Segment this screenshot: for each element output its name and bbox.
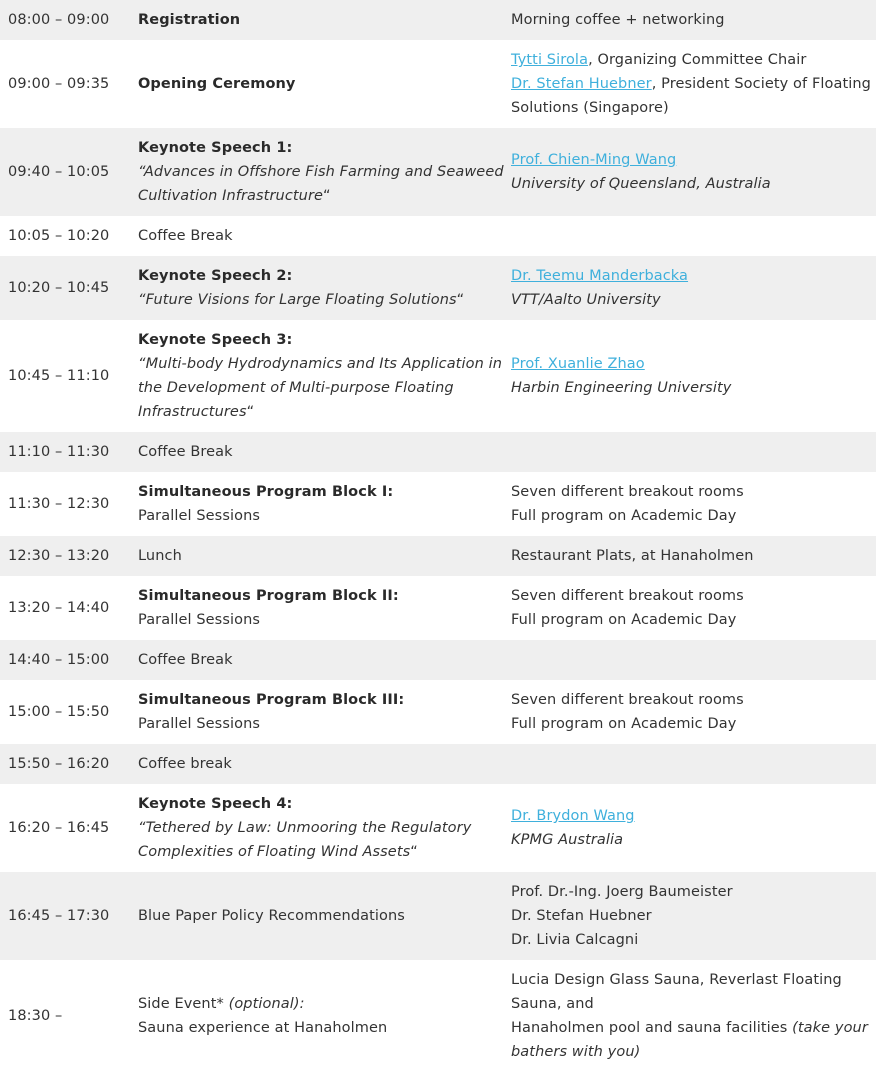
speaker-link[interactable]: Dr. Stefan Huebner	[511, 76, 652, 92]
detail-affiliation: University of Queensland, Australia	[511, 176, 771, 192]
details-cell	[511, 256, 876, 320]
details-cell	[511, 960, 876, 1072]
details-cell	[511, 536, 876, 576]
time-cell: 10:45 – 11:10	[8, 368, 110, 384]
event-cell	[138, 960, 511, 1072]
details-cell	[511, 640, 876, 680]
time-cell: 15:50 – 16:20	[8, 756, 110, 772]
time-cell: 10:05 – 10:20	[8, 228, 110, 244]
event-cell	[138, 744, 511, 784]
talk-title-text: “Future Visions for Large Floating Solutions	[138, 292, 457, 308]
detail-affiliation: Harbin Engineering University	[511, 380, 732, 396]
event-title	[138, 992, 511, 1016]
schedule-row	[0, 872, 876, 960]
time-cell: 15:00 – 15:50	[8, 704, 110, 720]
schedule-row	[0, 472, 876, 536]
schedule-row	[0, 680, 876, 744]
detail-text: , President Society of Floating Solutions (Singapore)	[511, 76, 871, 116]
talk-title-closing-quote: “	[456, 292, 465, 308]
detail-text: Seven different breakout rooms	[511, 484, 744, 500]
event-talk-title	[138, 816, 511, 864]
schedule-row	[0, 256, 876, 320]
event-title: Registration	[138, 12, 241, 28]
detail-line	[511, 288, 872, 312]
event-cell	[138, 872, 511, 960]
time-cell: 12:30 – 13:20	[8, 548, 110, 564]
event-title: Simultaneous Program Block III:	[138, 692, 405, 708]
time-cell: 11:10 – 11:30	[8, 444, 110, 460]
time-cell: 13:20 – 14:40	[8, 600, 110, 616]
detail-line	[511, 544, 872, 568]
time-cell: 10:20 – 10:45	[8, 280, 110, 296]
event-cell	[138, 576, 511, 640]
event-description: Coffee break	[138, 756, 232, 772]
detail-line	[511, 376, 872, 400]
event-cell	[138, 320, 511, 432]
detail-text: Full program on Academic Day	[511, 716, 737, 732]
schedule-row	[0, 576, 876, 640]
details-cell	[511, 216, 876, 256]
event-cell	[138, 640, 511, 680]
detail-text: , Organizing Committee Chair	[588, 52, 807, 68]
event-cell	[138, 216, 511, 256]
time-cell: 09:00 – 09:35	[8, 76, 110, 92]
detail-line	[511, 688, 872, 712]
event-cell	[138, 784, 511, 872]
event-description: Parallel Sessions	[138, 612, 261, 628]
detail-text: Full program on Academic Day	[511, 508, 737, 524]
schedule-row	[0, 320, 876, 432]
speaker-link[interactable]: Prof. Xuanlie Zhao	[511, 356, 645, 372]
detail-text: Seven different breakout rooms	[511, 588, 744, 604]
detail-text: Full program on Academic Day	[511, 612, 737, 628]
detail-line	[511, 504, 872, 528]
speaker-link[interactable]: Prof. Chien-Ming Wang	[511, 152, 677, 168]
time-cell: 09:40 – 10:05	[8, 164, 110, 180]
schedule-row	[0, 640, 876, 680]
event-description: Coffee Break	[138, 228, 233, 244]
details-cell	[511, 784, 876, 872]
detail-line	[511, 904, 872, 928]
detail-affiliation: VTT/Aalto University	[511, 292, 661, 308]
details-cell	[511, 128, 876, 216]
event-title: Opening Ceremony	[138, 76, 296, 92]
time-cell: 08:00 – 09:00	[8, 12, 110, 28]
event-talk-title	[138, 352, 511, 424]
detail-text: Lucia Design Glass Sauna, Reverlast Floating Sauna, and	[511, 972, 842, 1012]
detail-affiliation: KPMG Australia	[511, 832, 624, 848]
talk-title-closing-quote: “	[410, 844, 418, 860]
event-description: Parallel Sessions	[138, 508, 261, 524]
detail-line	[511, 608, 872, 632]
schedule-row	[0, 0, 876, 40]
time-cell: 18:30 –	[8, 1008, 63, 1024]
event-talk-title	[138, 160, 511, 208]
detail-line	[511, 828, 872, 852]
schedule-row	[0, 432, 876, 472]
event-description: Blue Paper Policy Recommendations	[138, 908, 405, 924]
detail-text: Hanaholmen pool and sauna facilities	[511, 1020, 793, 1036]
schedule-row	[0, 744, 876, 784]
event-optional-note: (optional):	[228, 996, 305, 1012]
schedule-row	[0, 960, 876, 1072]
event-cell	[138, 0, 511, 40]
detail-text: Dr. Livia Calcagni	[511, 932, 639, 948]
detail-line	[511, 880, 872, 904]
detail-line	[511, 8, 872, 32]
detail-line	[511, 928, 872, 952]
speaker-link[interactable]: Tytti Sirola	[511, 52, 589, 68]
detail-line	[511, 48, 872, 72]
detail-text: Seven different breakout rooms	[511, 692, 744, 708]
detail-line	[511, 148, 872, 172]
time-cell: 14:40 – 15:00	[8, 652, 110, 668]
detail-line	[511, 72, 872, 120]
detail-text: Restaurant Plats, at Hanaholmen	[511, 548, 754, 564]
detail-line	[511, 712, 872, 736]
detail-line	[511, 968, 872, 1016]
detail-line	[511, 264, 872, 288]
schedule-row	[0, 784, 876, 872]
details-cell	[511, 0, 876, 40]
detail-text: Dr. Stefan Huebner	[511, 908, 652, 924]
event-title-text: Side Event*	[138, 996, 229, 1012]
event-title: Keynote Speech 2:	[138, 268, 293, 284]
detail-line	[511, 1016, 872, 1064]
event-cell	[138, 536, 511, 576]
speaker-link[interactable]: Dr. Brydon Wang	[511, 808, 635, 824]
talk-title-text: “Multi-body Hydrodynamics and Its Application in the Development of Multi-purpose Floating Infrastructures	[138, 356, 502, 420]
detail-text: Prof. Dr.-Ing. Joerg Baumeister	[511, 884, 733, 900]
details-cell	[511, 872, 876, 960]
event-description: Lunch	[138, 548, 182, 564]
talk-title-closing-quote: “	[246, 404, 255, 420]
event-cell	[138, 128, 511, 216]
event-cell	[138, 680, 511, 744]
speaker-link[interactable]: Dr. Teemu Manderbacka	[511, 268, 689, 284]
details-cell	[511, 576, 876, 640]
detail-line	[511, 804, 872, 828]
schedule-row	[0, 536, 876, 576]
details-cell	[511, 680, 876, 744]
event-title: Keynote Speech 4:	[138, 796, 293, 812]
detail-line	[511, 584, 872, 608]
event-cell	[138, 472, 511, 536]
talk-title-text: “Tethered by Law: Unmooring the Regulatory Complexities of Floating Wind Assets	[138, 820, 472, 860]
time-cell: 16:20 – 16:45	[8, 820, 110, 836]
detail-line	[511, 352, 872, 376]
detail-affiliation: (take your bathers with you)	[511, 1020, 868, 1060]
event-talk-title	[138, 288, 511, 312]
event-cell	[138, 432, 511, 472]
event-cell	[138, 256, 511, 320]
event-title: Simultaneous Program Block I:	[138, 484, 394, 500]
schedule-row	[0, 40, 876, 128]
detail-line	[511, 172, 872, 196]
event-cell	[138, 40, 511, 128]
time-cell: 16:45 – 17:30	[8, 908, 110, 924]
schedule-row	[0, 128, 876, 216]
event-description: Sauna experience at Hanaholmen	[138, 1020, 388, 1036]
talk-title-closing-quote: “	[323, 188, 331, 204]
time-cell: 11:30 – 12:30	[8, 496, 110, 512]
event-description: Coffee Break	[138, 652, 233, 668]
details-cell	[511, 744, 876, 784]
event-title: Keynote Speech 3:	[138, 332, 293, 348]
details-cell	[511, 472, 876, 536]
event-title: Simultaneous Program Block II:	[138, 588, 399, 604]
detail-line	[511, 480, 872, 504]
detail-text: Morning coffee + networking	[511, 12, 725, 28]
event-title: Keynote Speech 1:	[138, 140, 293, 156]
talk-title-text: “Advances in Offshore Fish Farming and Seaweed Cultivation Infrastructure	[138, 164, 504, 204]
details-cell	[511, 320, 876, 432]
event-description: Coffee Break	[138, 444, 233, 460]
details-cell	[511, 432, 876, 472]
schedule-row	[0, 216, 876, 256]
event-description: Parallel Sessions	[138, 716, 261, 732]
details-cell	[511, 40, 876, 128]
